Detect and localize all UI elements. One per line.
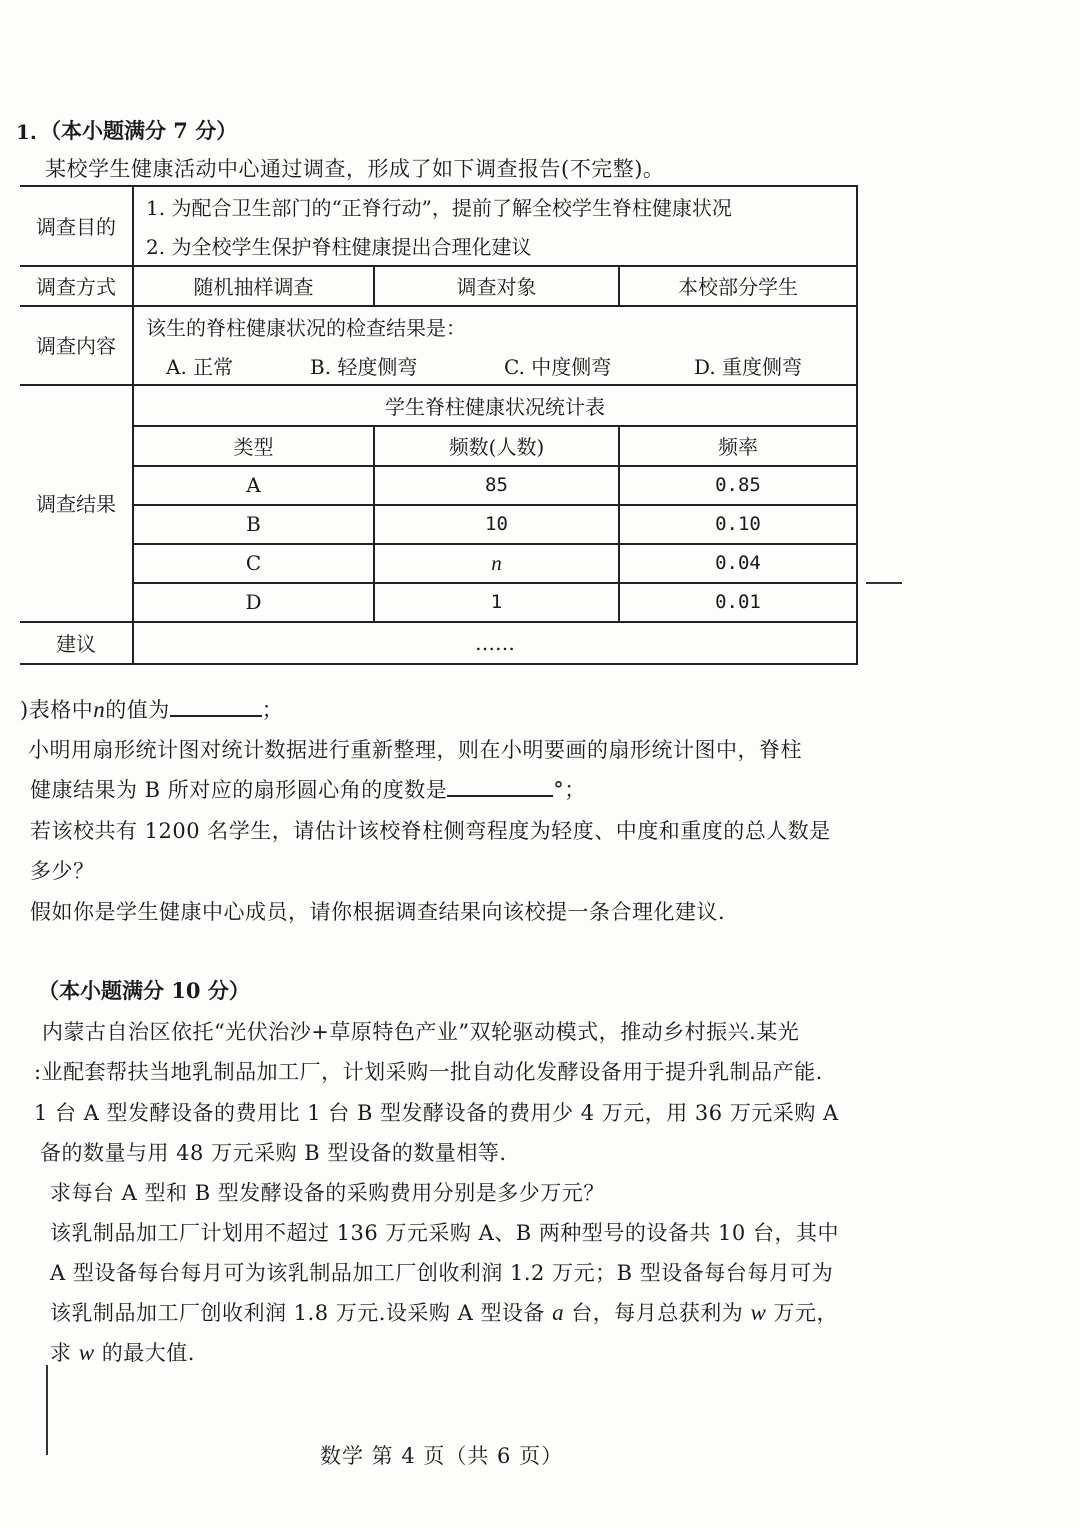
- option-c: C. 中度侧弯: [504, 354, 612, 379]
- q21-sub1: )表格中n的值为 ；: [20, 697, 284, 722]
- q22-line1: 内蒙古自治区依托“光伏治沙+草原特色产业”双轮驱动模式，推动乡村振兴.某光: [42, 1020, 800, 1044]
- label-content: 调查内容: [36, 334, 116, 358]
- q22-heading: （本小题满分 10 分）: [38, 978, 250, 1003]
- stats-row-b-count: 10: [485, 513, 508, 535]
- stats-row-c-frequency: 0.04: [715, 552, 761, 574]
- label-advice: 建议: [56, 632, 96, 656]
- label-method: 调查方式: [36, 274, 116, 299]
- stats-row-a-type: A: [246, 473, 261, 497]
- option-a: A. 正常: [166, 354, 234, 379]
- label-result: 调查结果: [36, 492, 116, 516]
- label-object: 调查对象: [456, 274, 537, 299]
- stats-header-frequency: 频率: [718, 435, 758, 459]
- survey-report-table: [20, 185, 858, 665]
- option-d: D. 重度侧弯: [694, 354, 803, 379]
- question-number-stub: 1.: [16, 120, 37, 144]
- stats-row-a-count: 85: [485, 474, 508, 496]
- q21-sub2-line1: 小明用扇形统计图对统计数据进行重新整理，则在小明要画的扇形统计图中，脊柱: [28, 738, 802, 762]
- q22-line3: 1 台 A 型发酵设备的费用比 1 台 B 型发酵设备的费用少 4 万元，用 36 万元采购 A: [34, 1101, 839, 1125]
- q22-sub2-line3: 该乳制品加工厂创收利润 1.8 万元.设采购 A 型设备 a 台，每月总获利为 w 万元，: [50, 1300, 839, 1325]
- page-footer: 数学 第 4 页（共 6 页）: [320, 1444, 564, 1468]
- q21-sub4: 假如你是学生健康中心成员，请你根据调查结果向该校提一条合理化建议.: [30, 900, 726, 924]
- purpose-item-2: 2. 为全校学生保护脊柱健康提出合理化建议: [146, 234, 532, 259]
- method-value: 随机抽样调查: [193, 274, 314, 299]
- stats-title: 学生脊柱健康状况统计表: [385, 394, 605, 419]
- stats-row-c-type: C: [245, 551, 262, 575]
- object-value: 本校部分学生: [678, 274, 798, 299]
- answer-blank-n[interactable]: [170, 697, 262, 717]
- stats-row-d-type: D: [245, 590, 262, 614]
- content-question: 该生的脊柱健康状况的检查结果是：: [146, 315, 466, 340]
- q21-sub2-line2: 健康结果为 B 所对应的扇形圆心角的度数是 °；: [30, 778, 586, 802]
- q22-line4: 备的数量与用 48 万元采购 B 型设备的数量相等.: [40, 1141, 507, 1165]
- q22-sub2-line4: 求 w 的最大值.: [50, 1340, 195, 1365]
- q22-sub2-line2: A 型设备每台每月可为该乳制品加工厂创收利润 1.2 万元；B 型设备每台每月可为: [50, 1261, 834, 1285]
- q22-sub2-line1: 该乳制品加工厂计划用不超过 136 万元采购 A、B 两种型号的设备共 10 台，其中: [50, 1221, 839, 1245]
- stats-row-a-frequency: 0.85: [715, 474, 761, 496]
- option-b: B. 轻度侧弯: [310, 354, 418, 379]
- pen-mark: [866, 582, 902, 584]
- q21-heading: （本小题满分 7 分）: [40, 118, 238, 143]
- q21-sub3-line1: 若该校共有 1200 名学生，请估计该校脊柱侧弯程度为轻度、中度和重度的总人数是: [30, 819, 831, 843]
- stats-row-b-frequency: 0.10: [715, 513, 761, 535]
- advice-value: ……: [475, 630, 515, 655]
- stats-row-b-type: B: [246, 512, 261, 536]
- stats-row-d-frequency: 0.01: [715, 591, 761, 613]
- stats-header-type: 类型: [233, 435, 274, 459]
- q22-line2: :业配套帮扶当地乳制品加工厂，计划采购一批自动化发酵设备用于提升乳制品产能.: [34, 1060, 823, 1084]
- stats-header-count: 频数(人数): [448, 435, 545, 459]
- answer-blank-angle[interactable]: [447, 777, 553, 797]
- stats-row-d-count: 1: [490, 591, 503, 613]
- var-w: w: [78, 1340, 95, 1365]
- stats-row-c-count: n: [491, 550, 502, 575]
- purpose-item-1: 1. 为配合卫生部门的“正脊行动”，提前了解全校学生脊柱健康状况: [146, 195, 732, 220]
- q21-intro: 某校学生健康活动中心通过调查，形成了如下调查报告(不完整)。: [45, 157, 665, 181]
- q21-sub3-line2: 多少？: [30, 859, 95, 883]
- q22-sub1: 求每台 A 型和 B 型发酵设备的采购费用分别是多少万元？: [50, 1181, 605, 1205]
- label-purpose: 调查目的: [36, 214, 116, 239]
- margin-line: [46, 1365, 48, 1455]
